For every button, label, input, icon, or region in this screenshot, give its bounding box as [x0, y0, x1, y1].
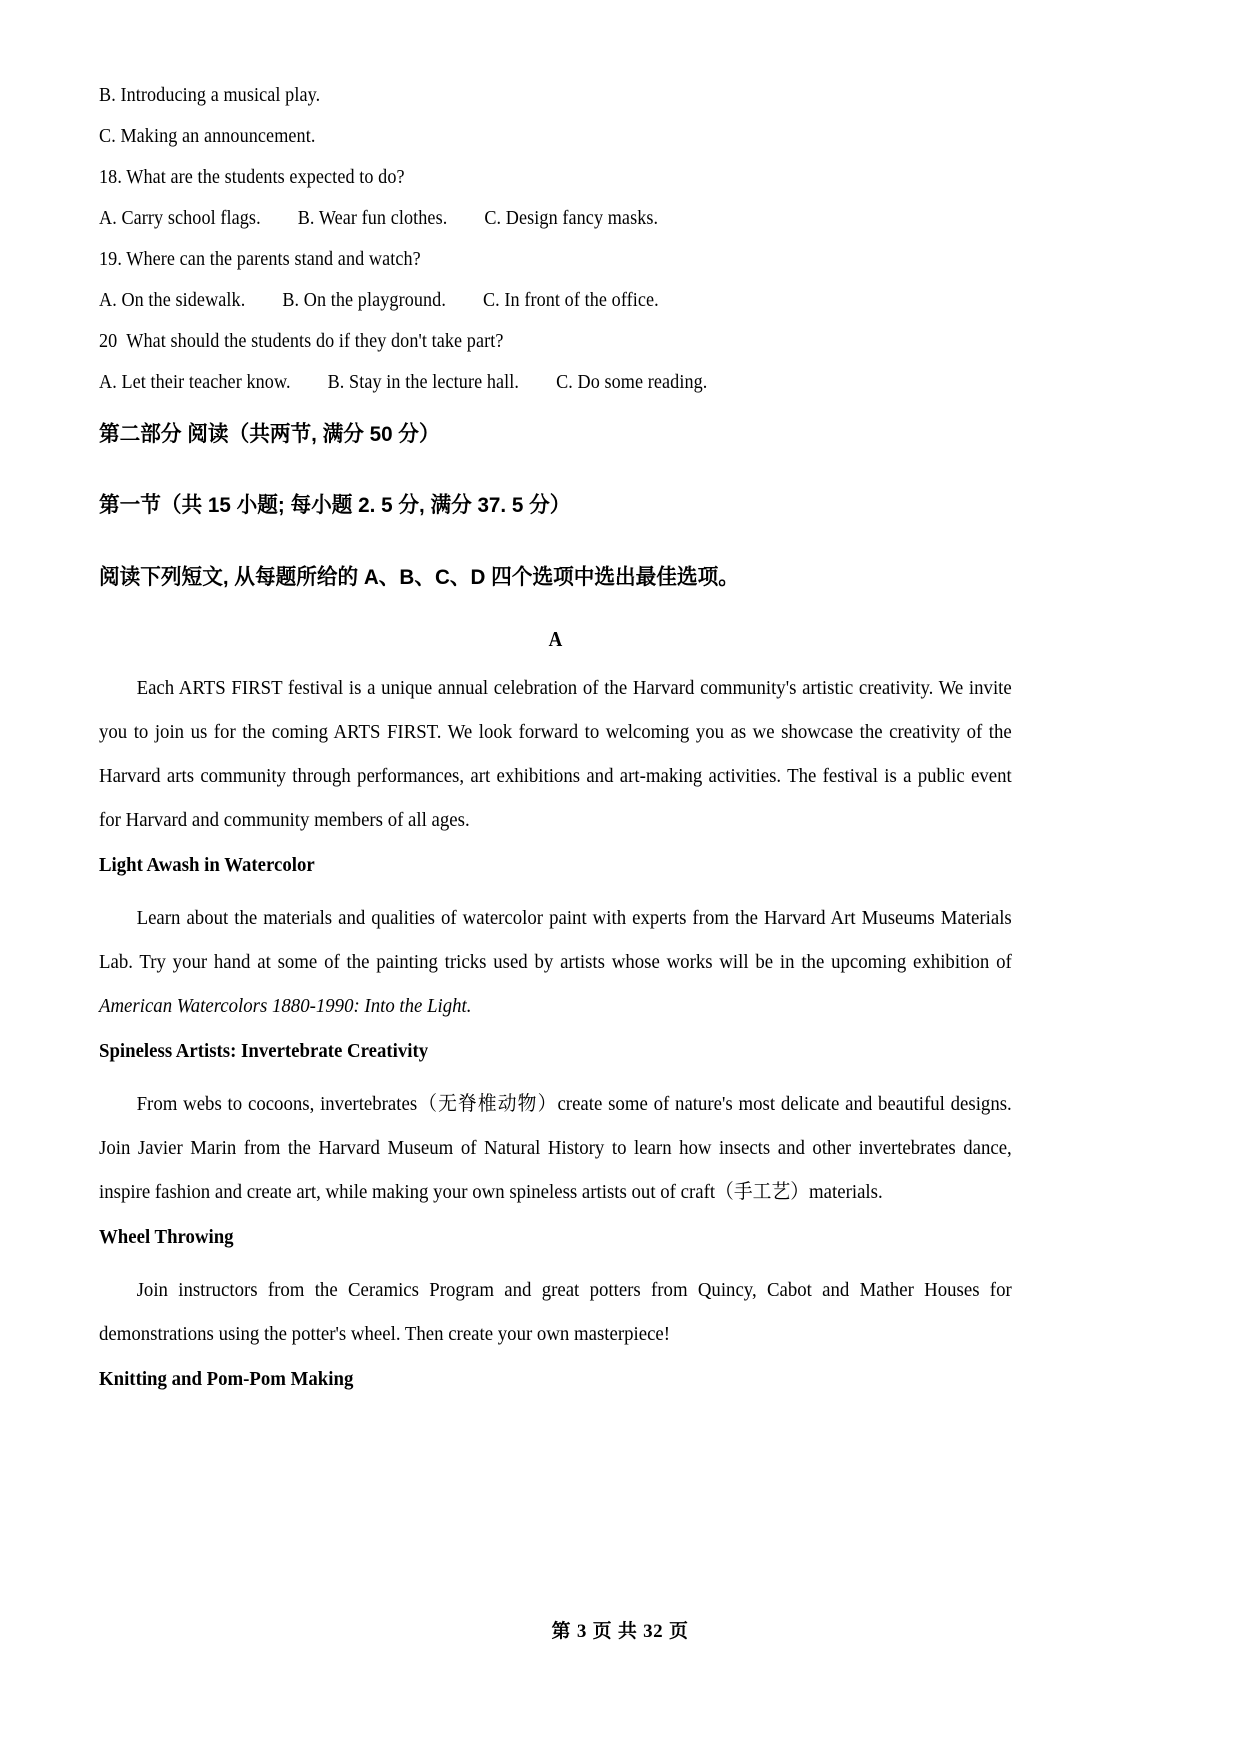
footer-middle: 页 共: [586, 1621, 644, 1642]
subhead-light-awash: Light Awash in Watercolor: [99, 854, 315, 876]
question-20-options: A. Let their teacher know. B. Stay in the lecture hall. C. Do some reading.: [99, 372, 708, 393]
exhibition-title-italic: American Watercolors 1880-1990: Into the Light.: [99, 995, 472, 1017]
item-body-light-awash: [99, 896, 1012, 1028]
subhead-knitting-pompom: Knitting and Pom-Pom Making: [99, 1368, 354, 1390]
footer-page-number: 3: [576, 1621, 587, 1642]
footer-suffix: 页: [663, 1621, 689, 1642]
passage-letter-a: A: [548, 627, 563, 651]
mc-line: B. Introducing a musical play.: [99, 85, 321, 106]
subhead-spineless-artists: Spineless Artists: Invertebrate Creativity: [99, 1040, 429, 1062]
question-18-options: A. Carry school flags. B. Wear fun clothes. C. Design fancy masks.: [99, 208, 659, 229]
question-19-options: A. On the sidewalk. B. On the playground. C. In front of the office.: [99, 290, 659, 311]
listening-answers-block: [99, 86, 1012, 393]
section-one-heading: 第一节（共 15 小题; 每小题 2. 5 分, 满分 37. 5 分）: [99, 493, 571, 517]
question-18: 18. What are the students expected to do?: [99, 167, 405, 188]
question-19: 19. Where can the parents stand and watch?: [99, 249, 421, 270]
page-footer: [0, 1616, 1240, 1643]
mc-line: C. Making an announcement.: [99, 126, 316, 147]
subhead-wheel-throwing: Wheel Throwing: [99, 1226, 234, 1248]
footer-prefix: 第: [551, 1621, 577, 1642]
reading-instruction: 阅读下列短文, 从每题所给的 A、B、C、D 四个选项中选出最佳选项。: [99, 564, 739, 589]
item-body-wheel-throwing: Join instructors from the Ceramics Program and great potters from Quincy, Cabot and Mather Houses for demonstrations using the potter's wheel. Then create your own masterpiece!: [99, 1279, 1012, 1345]
footer-total-pages: 32: [643, 1621, 664, 1642]
page-content: [99, 86, 1012, 1394]
question-20: 20 What should the students do if they don't take part?: [99, 331, 504, 352]
passage-intro-paragraph: Each ARTS FIRST festival is a unique annual celebration of the Harvard community's artistic creativity. We invite you to join us for the coming ARTS FIRST. We look forward to welcoming you as we showcase the creativity of the Harvard arts community through performances, art exhibitions and art-making activities. The festival is a public event for Harvard and community members of all ages.: [99, 677, 1012, 831]
body-text-before-italic: Learn about the materials and qualities of watercolor paint with experts from the Harvard Art Museums Materials Lab. Try your hand at some of the painting tricks used by artists whose works will be in the upcoming exhibition of: [99, 907, 1012, 973]
item-body-spineless-artists: From webs to cocoons, invertebrates（无脊椎动物）create some of nature's most delicate and beautiful designs. Join Javier Marin from the Harvard Museum of Natural History to learn how insects and other invertebrates dance, inspire fashion and create art, while making your own spineless artists out of craft（手工艺）materials.: [99, 1093, 1012, 1203]
part-two-heading: 第二部分 阅读（共两节, 满分 50 分）: [99, 421, 440, 446]
